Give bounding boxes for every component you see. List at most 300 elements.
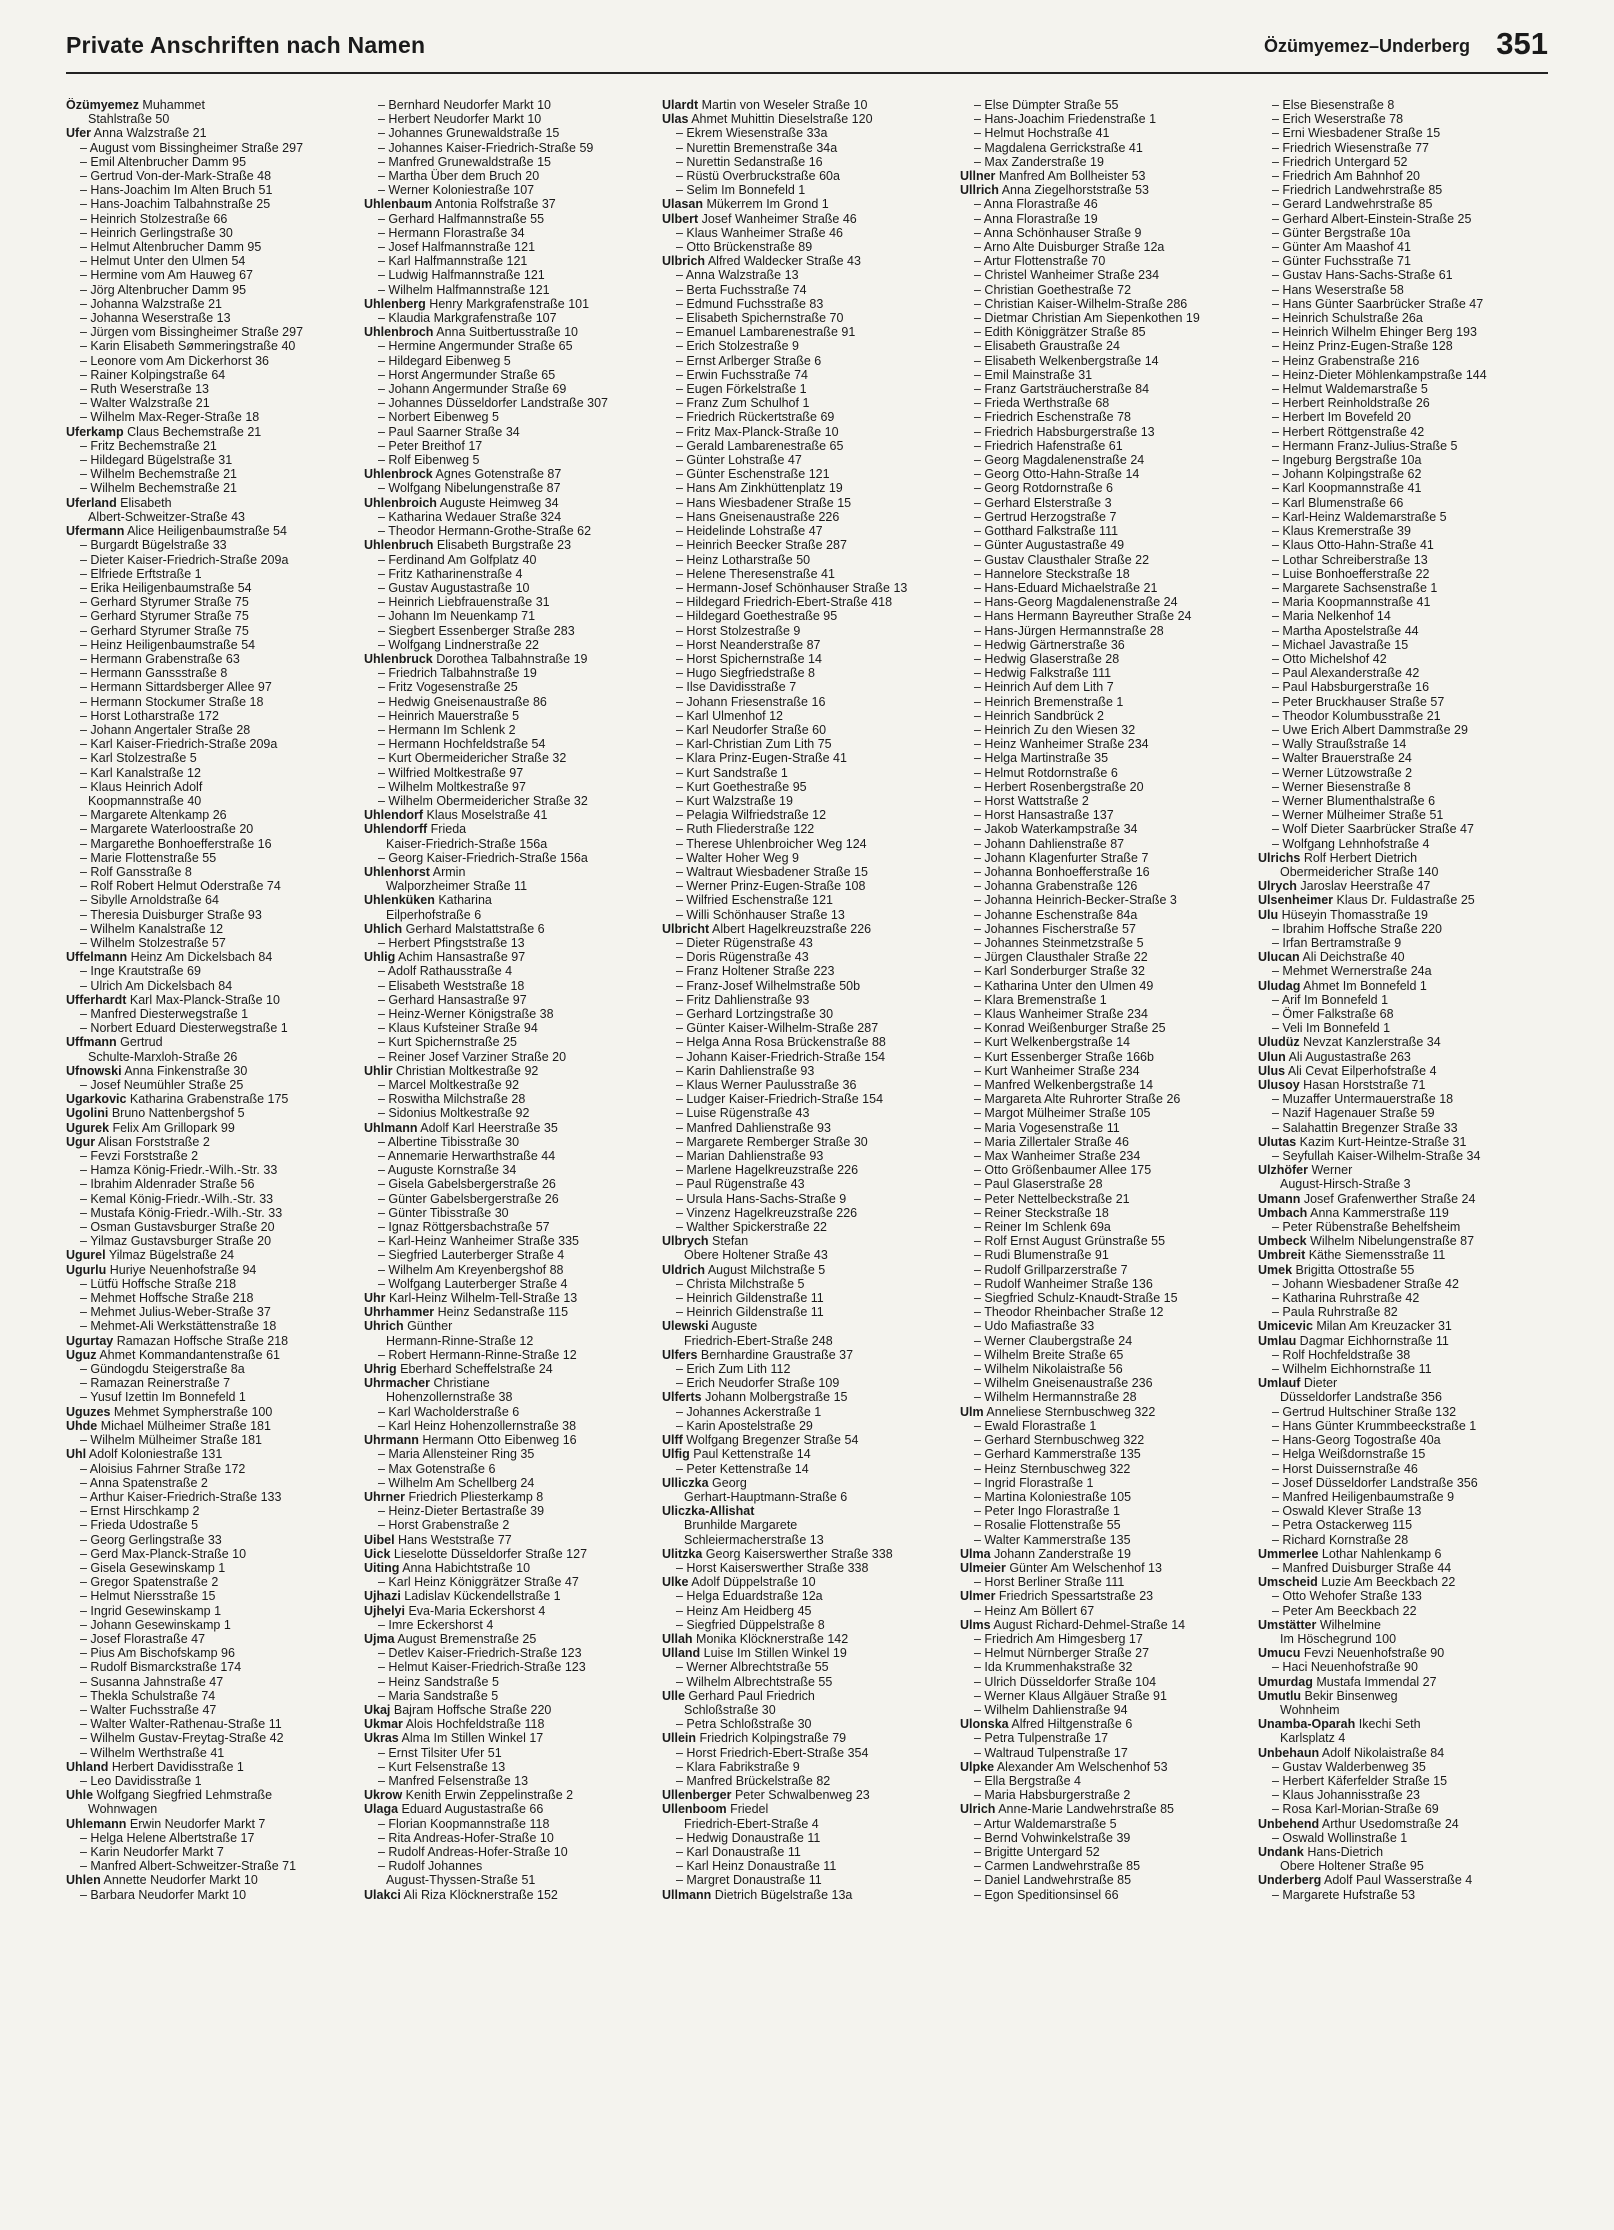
surname: Ujma: [364, 1631, 395, 1646]
directory-subentry: – Hans-Joachim Im Alten Bruch 51: [80, 183, 273, 198]
directory-subentry: – Nazif Hagenauer Straße 59: [1272, 1106, 1435, 1121]
surname: Uffmann: [66, 1035, 117, 1050]
directory-subentry: – Elisabeth Graustraße 24: [974, 339, 1120, 354]
directory-subentry: – Artur Waldemarstraße 5: [974, 1816, 1117, 1831]
directory-subentry: – Klaus Werner Paulusstraße 36: [676, 1078, 857, 1093]
surname: Umutlu: [1258, 1688, 1302, 1703]
surname: Umbreit: [1258, 1248, 1306, 1263]
directory-subentry: – Siegfried Düppelstraße 8: [676, 1617, 825, 1632]
directory-subentry: – Heinz-Werner Königstraße 38: [378, 1007, 554, 1021]
directory-subentry: – Heinrich Schulstraße 26a: [1272, 311, 1423, 326]
directory-subentry: – Paul Rügenstraße 43: [676, 1177, 805, 1192]
entry-details: Adolf Koloniestraße 131: [86, 1447, 223, 1462]
directory-subentry: – Margareta Alte Ruhrorter Straße 26: [974, 1092, 1181, 1107]
directory-subentry: – Manfred Grunewaldstraße 15: [378, 154, 552, 169]
entry-details: Kenith Erwin Zeppelinstraße 2: [402, 1788, 574, 1803]
surname: Uludag: [1258, 978, 1301, 993]
entry-details: Eva-Maria Eckershorst 4: [405, 1603, 546, 1618]
entry-continuation: Karlsplatz 4: [1280, 1731, 1346, 1746]
directory-entry: [364, 297, 654, 311]
surname: Ulm: [960, 1404, 984, 1419]
directory-subentry: – Karin Elisabeth Sømmeringstraße 40: [80, 339, 296, 354]
surname: Uhlich: [364, 921, 403, 936]
directory-subentry: – Anna Florastraße 46: [974, 197, 1098, 212]
entry-details: Anna Habichtstraße 10: [399, 1560, 531, 1575]
directory-subentry: – Rudolf Grillparzerstraße 7: [974, 1262, 1128, 1277]
directory-subentry: – Gertrud Herzogstraße 7: [974, 509, 1117, 524]
directory-entry: [662, 112, 952, 126]
directory-subentry: – Hermann Hochfeldstraße 54: [378, 737, 546, 752]
directory-subentry: – Ulrich Düsseldorfer Straße 104: [974, 1674, 1157, 1689]
directory-subentry: – Wilhelm Eichhornstraße 11: [1272, 1362, 1432, 1377]
surname: Uhrich: [364, 1319, 404, 1334]
entry-details: Muhammet: [138, 98, 205, 112]
directory-entry: [66, 1092, 356, 1106]
surname: Uhlenhorst: [364, 864, 430, 879]
directory-subentry: – Karl Neudorfer Straße 60: [676, 722, 827, 737]
directory-subentry: – Friedrich Am Bahnhof 20: [1272, 169, 1420, 184]
directory-subentry: – Franz-Josef Wilhelmstraße 50b: [676, 978, 861, 993]
directory-subentry: – Johann Angertaler Straße 28: [80, 722, 251, 737]
directory-subentry: – Rainer Kolpingstraße 64: [80, 367, 226, 382]
directory-subentry: – Ignaz Röttgersbachstraße 57: [378, 1220, 550, 1235]
surname: Uhl: [66, 1447, 87, 1462]
directory-subentry: – Karin Dahlienstraße 93: [676, 1063, 815, 1078]
surname: Ulakci: [364, 1887, 401, 1902]
entry-details: Monika Klöcknerstraße 142: [692, 1631, 849, 1646]
directory-subentry: – Susanna Jahnstraße 47: [80, 1674, 224, 1689]
directory-subentry: – Rudolf Johannes: [378, 1859, 483, 1874]
directory-subentry: – Maria Nelkenhof 14: [1272, 609, 1391, 624]
directory-subentry: – Walter Brauerstraße 24: [1272, 751, 1412, 766]
directory-subentry: – Gustav Walderbenweg 35: [1272, 1759, 1426, 1774]
directory-subentry: – Burgardt Bügelstraße 33: [80, 538, 227, 553]
entry-details: Ahmet Muhittin Dieselstraße 120: [688, 112, 873, 127]
directory-subentry: – Johannes Steinmetzstraße 5: [974, 935, 1144, 950]
directory-subentry: – Martha Apostelstraße 44: [1272, 623, 1419, 638]
directory-subentry: – Margarete Hufstraße 53: [1272, 1887, 1416, 1902]
directory-subentry: – Anna Spatenstraße 2: [80, 1475, 208, 1490]
directory-subentry: – Hedwig Donaustraße 11: [676, 1830, 821, 1845]
directory-subentry: – Karl Donaustraße 11: [676, 1844, 801, 1859]
directory-subentry: – Imre Eckershorst 4: [378, 1617, 494, 1632]
surname: Uiting: [364, 1560, 400, 1575]
directory-subentry: – Gerhard Elsterstraße 3: [974, 495, 1112, 510]
entry-details: Paul Kettenstraße 14: [689, 1447, 811, 1462]
directory-subentry: – Werner Blumenthalstraße 6: [1272, 793, 1436, 808]
directory-subentry: – Friedrich Eschenstraße 78: [974, 410, 1132, 425]
directory-subentry: – Johannes Kaiser-Friedrich-Straße 59: [378, 140, 594, 155]
directory-subentry: – Lütfü Hoffsche Straße 218: [80, 1276, 237, 1291]
surname: Uhrig: [364, 1362, 397, 1377]
directory-entry: [364, 1717, 654, 1731]
entry-details: Mükerrem Im Grond 1: [703, 197, 829, 212]
entry-details: Wolfgang Bregenzer Straße 54: [682, 1433, 859, 1448]
directory-subentry: – Paul Glaserstraße 28: [974, 1177, 1103, 1192]
directory-subentry: – Josef Düsseldorfer Landstraße 356: [1272, 1475, 1478, 1490]
entry-details: Johann Zanderstraße 19: [990, 1546, 1131, 1561]
directory-entry: [364, 1064, 654, 1078]
surname: Ulsenheimer: [1258, 893, 1334, 908]
directory-subentry: – Friedrich Talbahnstraße 19: [378, 666, 537, 681]
directory-subentry: – Helga Weißdornstraße 15: [1272, 1447, 1426, 1462]
entry-details: Käthe Siemensstraße 11: [1305, 1248, 1446, 1263]
directory-entry: [66, 1817, 356, 1831]
entry-continuation: Koopmannstraße 40: [88, 793, 202, 808]
directory-subentry: – Manfred Duisburger Straße 44: [1272, 1560, 1452, 1575]
directory-subentry: – Karl Heinz Königgrätzer Straße 47: [378, 1575, 579, 1590]
surname: Ulms: [960, 1617, 991, 1632]
directory-entry: [1258, 1206, 1548, 1220]
directory-entry: [364, 1305, 654, 1319]
surname: Uferkamp: [66, 424, 124, 439]
surname: Uludüz: [1258, 1035, 1300, 1050]
directory-entry: [960, 183, 1250, 197]
directory-subentry: – Hans-Georg Togostraße 40a: [1272, 1433, 1441, 1448]
directory-subentry: – Helmut Unter den Ulmen 54: [80, 254, 246, 269]
directory-subentry: – Johanna Grabenstraße 126: [974, 879, 1138, 894]
surname: Ufermann: [66, 524, 125, 539]
surname: Umlauf: [1258, 1376, 1301, 1391]
directory-subentry: – Gustav Clausthaler Straße 22: [974, 552, 1150, 567]
directory-subentry: – Oswald Wollinstraße 1: [1272, 1830, 1408, 1845]
entry-details: Armin: [429, 864, 466, 879]
surname: Ulrichs: [1258, 850, 1301, 865]
directory-entry: [1258, 1646, 1548, 1660]
directory-subentry: – Otto Wehofer Straße 133: [1272, 1589, 1422, 1604]
entry-details: Ali Riza Klöcknerstraße 152: [400, 1887, 558, 1902]
surname: Umicevic: [1258, 1319, 1313, 1334]
directory-entry: [364, 1547, 654, 1561]
directory-subentry: – Ingeburg Bergstraße 10a: [1272, 453, 1422, 468]
directory-subentry: – Erich Zum Lith 112: [676, 1362, 791, 1377]
directory-subentry: – Luise Bonhoefferstraße 22: [1272, 566, 1430, 581]
directory-subentry: – Horst Wattstraße 2: [974, 793, 1089, 808]
directory-subentry: – Reiner Josef Varziner Straße 20: [378, 1049, 567, 1064]
entry-details: Eberhard Scheffelstraße 24: [396, 1362, 553, 1377]
surname: Ulma: [960, 1546, 991, 1561]
directory-subentry: – Johann Kaiser-Friedrich-Straße 154: [676, 1049, 886, 1064]
directory-subentry: – Ilse Davidisstraße 7: [676, 680, 797, 695]
directory-entry: [662, 1802, 952, 1816]
directory-subentry: – Else Biesenstraße 8: [1272, 98, 1395, 112]
directory-subentry: – Hermine Angermunder Straße 65: [378, 339, 573, 354]
surname: Ukrow: [364, 1788, 403, 1803]
directory-column-1: [66, 98, 356, 2198]
directory-entry: [960, 1802, 1250, 1816]
directory-subentry: – Hans Weserstraße 58: [1272, 282, 1404, 297]
directory-entry: [1258, 1547, 1548, 1561]
entry-details: Claus Bechemstraße 21: [123, 424, 262, 439]
entry-details: Herbert Davidisstraße 1: [108, 1759, 244, 1774]
directory-subentry: – Ingrid Gesewinskamp 1: [80, 1603, 222, 1618]
directory-subentry: – Egon Speditionsinsel 66: [974, 1887, 1119, 1902]
directory-subentry: – Horst Duissernstraße 46: [1272, 1461, 1418, 1476]
directory-subentry: – Kurt Spichernstraße 25: [378, 1035, 517, 1050]
surname: Ulaga: [364, 1802, 399, 1817]
directory-subentry: – Elfriede Erftstraße 1: [80, 566, 202, 581]
surname: Uhlendorff: [364, 822, 428, 837]
entry-continuation: Hohenzollernstraße 38: [386, 1390, 513, 1405]
surname: Ulliczka: [662, 1475, 709, 1490]
directory-entry: [364, 1731, 654, 1745]
surname: Ugurel: [66, 1248, 106, 1263]
entry-details: Huriye Neuenhofstraße 94: [106, 1262, 257, 1277]
directory-subentry: – Rosa Karl-Morian-Straße 69: [1272, 1802, 1439, 1817]
directory-subentry: – Walter Walter-Rathenau-Straße 11: [80, 1717, 282, 1732]
directory-subentry: – Erika Heiligenbaumstraße 54: [80, 580, 252, 595]
entry-details: Werner: [1308, 1163, 1353, 1178]
entry-details: Manfred Am Bollheister 53: [995, 169, 1146, 184]
surname: Ulferts: [662, 1390, 702, 1405]
directory-subentry: – Ruth Fliederstraße 122: [676, 822, 815, 837]
directory-subentry: – Marcel Moltkestraße 92: [378, 1078, 520, 1093]
directory-subentry: – Gisela Gesewinskamp 1: [80, 1560, 226, 1575]
entry-details: Kazim Kurt-Heintze-Straße 31: [1296, 1134, 1467, 1149]
entry-continuation: Gerhart-Hauptmann-Straße 6: [684, 1489, 848, 1504]
directory-subentry: – Petra Tulpenstraße 17: [974, 1731, 1109, 1746]
directory-subentry: – Hedwig Gärtnerstraße 36: [974, 637, 1125, 652]
directory-subentry: – Mehmet Julius-Weber-Straße 37: [80, 1305, 271, 1320]
directory-subentry: – Wilhelm Kanalstraße 12: [80, 921, 224, 936]
directory-entry: [662, 1689, 952, 1703]
directory-column-3: [662, 98, 952, 2198]
directory-subentry: – Petra Ostackerweg 115: [1272, 1518, 1413, 1533]
entry-details: Luzie Am Beeckbach 22: [1317, 1575, 1456, 1590]
directory-subentry: – Heinz Am Böllert 67: [974, 1603, 1095, 1618]
directory-subentry: – Kurt Essenberger Straße 166b: [974, 1049, 1154, 1064]
directory-column-5: [1258, 98, 1548, 2198]
surname: Undank: [1258, 1844, 1304, 1859]
surname: Ulland: [662, 1646, 701, 1661]
directory-subentry: – Margarete Altenkamp 26: [80, 808, 227, 823]
directory-subentry: – Emil Mainstraße 31: [974, 367, 1093, 382]
directory-subentry: – Heinz-Dieter Möhlenkampstraße 144: [1272, 367, 1487, 382]
directory-subentry: – Hermann Franz-Julius-Straße 5: [1272, 438, 1458, 453]
entry-details: Hans-Dietrich: [1303, 1844, 1384, 1859]
surname: Umlau: [1258, 1333, 1297, 1348]
directory-subentry: – Herbert Pfingststraße 13: [378, 935, 525, 950]
directory-entry: [364, 865, 654, 879]
directory-subentry: – Wilhelm Stolzestraße 57: [80, 935, 226, 950]
directory-subentry: – Fevzi Forststraße 2: [80, 1149, 199, 1164]
directory-subentry: – Wolfgang Lehnhofstraße 4: [1272, 836, 1430, 851]
directory-subentry: – Johann Im Neuenkamp 71: [378, 609, 536, 624]
directory-entry: [1258, 1263, 1548, 1277]
directory-subentry: – Klaus Johannisstraße 23: [1272, 1788, 1421, 1803]
directory-subentry: – Oswald Klever Straße 13: [1272, 1504, 1422, 1519]
directory-subentry: – Johannes Fischerstraße 57: [974, 921, 1136, 936]
entry-continuation: Obermeidericher Straße 140: [1280, 864, 1439, 879]
entry-continuation: Düsseldorfer Landstraße 356: [1280, 1390, 1442, 1405]
entry-details: Friedrich Kolpingstraße 79: [696, 1731, 847, 1746]
directory-subentry: – Wolfgang Lauterberger Straße 4: [378, 1276, 568, 1291]
entry-details: Arthur Usedomstraße 24: [1319, 1816, 1459, 1831]
surname: Umbeck: [1258, 1234, 1307, 1249]
directory-subentry: – Daniel Landwehrstraße 85: [974, 1873, 1132, 1888]
directory-subentry: – Günter Lohstraße 47: [676, 453, 802, 468]
directory-entry: [1258, 1064, 1548, 1078]
directory-subentry: – Aloisius Fahrner Straße 172: [80, 1461, 246, 1476]
surname: Ujhazi: [364, 1589, 401, 1604]
directory-subentry: – Heinrich Gerlingstraße 30: [80, 225, 233, 240]
entry-details: Bajram Hoffsche Straße 220: [390, 1702, 552, 1717]
directory-entry: [66, 1064, 356, 1078]
surname: Uhlen: [66, 1873, 101, 1888]
surname: Ulus: [1258, 1063, 1286, 1078]
directory-column-2: [364, 98, 654, 2198]
directory-subentry: – Yilmaz Gustavsburger Straße 20: [80, 1234, 272, 1249]
directory-subentry: – Auguste Kornstraße 34: [378, 1163, 517, 1178]
directory-subentry: – Reiner Im Schlenk 69a: [974, 1220, 1111, 1235]
directory-subentry: – Gregor Spatenstraße 2: [80, 1575, 219, 1590]
directory-subentry: – Hermann Im Schlenk 2: [378, 722, 516, 737]
directory-entry: [66, 1447, 356, 1461]
entry-details: Hans Weststraße 77: [394, 1532, 512, 1547]
directory-subentry: – Arthur Kaiser-Friedrich-Straße 133: [80, 1489, 282, 1504]
directory-subentry: – Hildegard Goethestraße 95: [676, 609, 838, 624]
directory-subentry: – Wilhelm Mülheimer Straße 181: [80, 1433, 263, 1448]
directory-entry: [1258, 893, 1548, 907]
directory-subentry: – Albertine Tibisstraße 30: [378, 1134, 520, 1149]
directory-subentry: – Rolf Hochfeldstraße 38: [1272, 1347, 1411, 1362]
directory-subentry: – Leonore vom Am Dickerhorst 36: [80, 353, 269, 368]
directory-subentry: – Maria Zillertaler Straße 46: [974, 1134, 1129, 1149]
surname: Underberg: [1258, 1873, 1322, 1888]
surname: Ullner: [960, 169, 996, 184]
surname: Umbach: [1258, 1205, 1308, 1220]
directory-subentry: – Johannes Ackerstraße 1: [676, 1404, 822, 1419]
directory-subentry: – Gertrud Hultschiner Straße 132: [1272, 1404, 1457, 1419]
directory-subentry: – Karl-Heinz Wanheimer Straße 335: [378, 1234, 580, 1249]
directory-subentry: – Mehmet Hoffsche Straße 218: [80, 1291, 254, 1306]
directory-subentry: – Klaus Kremerstraße 39: [1272, 524, 1411, 539]
directory-subentry: – Walther Spickerstraße 22: [676, 1220, 827, 1235]
directory-subentry: – Johann Dahlienstraße 87: [974, 836, 1125, 851]
entry-details: Dagmar Eichhornstraße 11: [1296, 1333, 1449, 1348]
directory-subentry: – Günter Bergstraße 10a: [1272, 225, 1411, 240]
directory-subentry: – Leo Davidisstraße 1: [80, 1773, 202, 1788]
directory-subentry: – Günter Fuchsstraße 71: [1272, 254, 1411, 269]
surname: Umann: [1258, 1191, 1301, 1206]
entry-details: Lothar Nahlenkamp 6: [1318, 1546, 1442, 1561]
directory-subentry: – Arno Alte Duisburger Straße 12a: [974, 240, 1165, 255]
directory-subentry: – Nurettin Sedanstraße 16: [676, 154, 823, 169]
directory-entry: [1258, 1135, 1548, 1149]
directory-subentry: – Hildegard Bügelstraße 31: [80, 453, 233, 468]
directory-subentry: – Anna Schönhauser Straße 9: [974, 225, 1142, 240]
page-number: 351: [1496, 26, 1548, 61]
directory-entry: [364, 1291, 654, 1305]
directory-subentry: – Wilhelm Max-Reger-Straße 18: [80, 410, 260, 425]
directory-subentry: – Therese Uhlenbroicher Weg 124: [676, 836, 867, 851]
directory-subentry: – Horst Friedrich-Ebert-Straße 354: [676, 1745, 869, 1760]
directory-subentry: – Rosalie Flottenstraße 55: [974, 1518, 1121, 1533]
directory-subentry: – Friedrich Rückertstraße 69: [676, 410, 835, 425]
entry-continuation: Obere Holtener Straße 95: [1280, 1859, 1424, 1874]
directory-subentry: – Rolf Robert Helmut Oderstraße 74: [80, 879, 281, 894]
directory-subentry: – Wilhelm Nikolaistraße 56: [974, 1362, 1123, 1377]
directory-subentry: – Friedrich Untergard 52: [1272, 154, 1408, 169]
directory-subentry: – Hermann Stockumer Straße 18: [80, 694, 264, 709]
directory-subentry: – Adolf Rathausstraße 4: [378, 964, 513, 979]
entry-details: Martin von Weseler Straße 10: [698, 98, 868, 112]
directory-entry: [364, 1319, 654, 1333]
directory-subentry: – Hermann Grabenstraße 63: [80, 651, 240, 666]
directory-entry: [1258, 1163, 1548, 1177]
directory-subentry: – Elisabeth Weststraße 18: [378, 978, 525, 993]
directory-entry: [662, 1319, 952, 1333]
directory-subentry: – Norbert Eibenweg 5: [378, 410, 499, 425]
surname: Ugurlu: [66, 1262, 107, 1277]
directory-subentry: – Barbara Neudorfer Markt 10: [80, 1887, 247, 1902]
surname: Uhlenbroch: [364, 325, 434, 340]
entry-details: Gertrud: [116, 1035, 163, 1050]
directory-subentry: – Dietmar Christian Am Siepenkothen 19: [974, 311, 1200, 326]
entry-details: Alma Im Stillen Winkel 17: [398, 1731, 544, 1746]
entry-details: Albert Hagelkreuzstraße 226: [709, 921, 872, 936]
surname: Ulun: [1258, 1049, 1286, 1064]
entry-details: Karl-Heinz Wilhelm-Tell-Straße 13: [385, 1291, 578, 1306]
surname: Uhrhammer: [364, 1305, 435, 1320]
surname: Ugurek: [66, 1120, 110, 1135]
directory-subentry: – Friedrich Landwehrstraße 85: [1272, 183, 1443, 198]
surname: Uick: [364, 1546, 391, 1561]
directory-subentry: – Horst Hansastraße 137: [974, 808, 1114, 823]
directory-subentry: – Irfan Bertramstraße 9: [1272, 935, 1402, 950]
directory-subentry: – Veli Im Bonnefeld 1: [1272, 1021, 1391, 1036]
directory-entry: [364, 1802, 654, 1816]
directory-subentry: – Johann Angermunder Straße 69: [378, 382, 567, 397]
entry-details: Jaroslav Heerstraße 47: [1296, 879, 1431, 894]
directory-entry: [1258, 908, 1548, 922]
directory-entry: [1258, 1078, 1548, 1092]
entry-details: Alois Hochfeldstraße 118: [402, 1717, 545, 1732]
directory-entry: [1258, 979, 1548, 993]
directory-subentry: – Jörg Altenbrucher Damm 95: [80, 282, 247, 297]
surname: Uhlir: [364, 1063, 393, 1078]
entry-details: Georg Kaiserswerther Straße 338: [702, 1546, 893, 1561]
surname: Umscheid: [1258, 1575, 1318, 1590]
entry-details: Friedrich Pliesterkamp 8: [404, 1489, 544, 1504]
directory-subentry: – Magdalena Gerrickstraße 41: [974, 140, 1143, 155]
directory-subentry: – Petra Schloßstraße 30: [676, 1717, 812, 1732]
directory-subentry: – Christel Wanheimer Straße 234: [974, 268, 1160, 283]
directory-subentry: – Haci Neuenhofstraße 90: [1272, 1660, 1418, 1675]
directory-subentry: – Maria Vogesenstraße 11: [974, 1120, 1120, 1135]
directory-subentry: – Gustav Augustastraße 10: [378, 580, 530, 595]
directory-entry: [662, 1632, 952, 1646]
directory-subentry: – Walter Walzstraße 21: [80, 396, 210, 411]
directory-subentry: – Fritz Bechemstraße 21: [80, 438, 217, 453]
directory-subentry: – Ingrid Florastraße 1: [974, 1475, 1094, 1490]
directory-subentry: – Johannes Düsseldorfer Landstraße 307: [378, 396, 609, 411]
name-range: Özümyemez–Underberg: [1263, 36, 1470, 56]
directory-subentry: – Ludger Kaiser-Friedrich-Straße 154: [676, 1092, 884, 1107]
directory-subentry: – Kurt Walzstraße 19: [676, 793, 793, 808]
directory-subentry: – Siegbert Essenberger Straße 283: [378, 623, 575, 638]
directory-subentry: – Peter Nettelbeckstraße 21: [974, 1191, 1130, 1206]
entry-details: Friedrich Spessartstraße 23: [995, 1589, 1154, 1604]
entry-details: Erwin Neudorfer Markt 7: [126, 1816, 266, 1831]
directory-subentry: – Otto Größenbaumer Allee 175: [974, 1163, 1152, 1178]
directory-subentry: – Mehmet-Ali Werkstättenstraße 18: [80, 1319, 277, 1334]
directory-subentry: – Hamza König-Friedr.-Wilh.-Str. 33: [80, 1163, 278, 1178]
directory-subentry: – Herbert Reinholdstraße 26: [1272, 396, 1430, 411]
directory-subentry: – Heinz Am Heidberg 45: [676, 1603, 812, 1618]
directory-subentry: – Dieter Kaiser-Friedrich-Straße 209a: [80, 552, 289, 567]
directory-entry: [662, 1575, 952, 1589]
